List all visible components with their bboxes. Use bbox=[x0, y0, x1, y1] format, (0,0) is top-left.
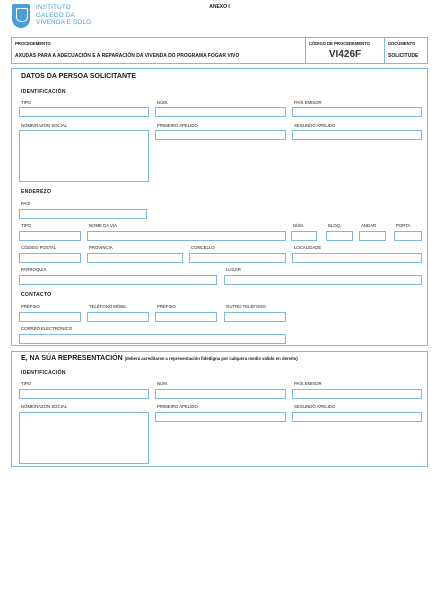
correo-field[interactable] bbox=[19, 334, 286, 344]
porta-label: PORTA bbox=[396, 223, 411, 228]
applicant-identification-heading: IDENTIFICACIÓN bbox=[21, 89, 66, 95]
contact-heading: CONTACTO bbox=[21, 292, 52, 298]
logo-line-2: GALEGO DA bbox=[36, 11, 75, 19]
applicant-section bbox=[11, 68, 428, 346]
procedure-label: PROCEDEMENTO bbox=[15, 41, 51, 46]
outro-telefono-field[interactable] bbox=[224, 312, 286, 322]
tipo-label: TIPO bbox=[21, 100, 32, 105]
prefixo-mobil-field[interactable] bbox=[19, 312, 81, 322]
logo-line-3: VIVENDA E SOLO bbox=[36, 19, 92, 27]
nome-label: NOME/RAZÓN SOCIAL bbox=[21, 123, 68, 128]
correo-label: CORREO ELECTRÓNICO bbox=[21, 326, 73, 331]
procedure-value: AXUDAS PARA A ADECUACIÓN E A REPARACIÓN DA VIVENDA DO PROGRAMA FOGAR VIVO bbox=[15, 53, 240, 59]
segundo-apelido-field[interactable] bbox=[292, 130, 422, 140]
procedure-header bbox=[11, 37, 428, 64]
rep-nome-field[interactable] bbox=[19, 412, 149, 464]
document-cell bbox=[384, 38, 428, 63]
representative-identification-heading: IDENTIFICACIÓN bbox=[21, 370, 66, 376]
rep-segundo-apelido-label: SEGUNDO APELIDO bbox=[294, 404, 336, 409]
codigo-postal-label: CÓDIGO POSTAL bbox=[21, 245, 57, 250]
segundo-apelido-label: SEGUNDO APELIDO bbox=[294, 123, 336, 128]
bloq-label: BLOQ. bbox=[328, 223, 342, 228]
address-tipo-label: TIPO bbox=[21, 223, 32, 228]
porta-field[interactable] bbox=[394, 231, 422, 241]
outro-telefono-label: OUTRO TELÉFONO bbox=[226, 304, 266, 309]
rep-tipo-field[interactable] bbox=[19, 389, 149, 399]
rep-num-field[interactable] bbox=[155, 389, 286, 399]
telefono-mobil-field[interactable] bbox=[87, 312, 149, 322]
lugar-label: LUGAR bbox=[226, 267, 241, 272]
prefixo-outro-field[interactable] bbox=[155, 312, 217, 322]
procedure-code-cell bbox=[305, 38, 384, 63]
parroquia-field[interactable] bbox=[19, 275, 217, 285]
address-heading: ENDEREZO bbox=[21, 189, 52, 195]
concello-field[interactable] bbox=[189, 253, 286, 263]
rep-segundo-apelido-field[interactable] bbox=[292, 412, 422, 422]
pais-emisor-field[interactable] bbox=[292, 107, 422, 117]
nome-field[interactable] bbox=[19, 130, 149, 182]
logo-line-1: INSTITUTO bbox=[36, 4, 71, 11]
nome-via-label: NOME DA VÍA bbox=[89, 223, 117, 228]
rep-primeiro-apelido-label: PRIMEIRO APELIDO bbox=[157, 404, 198, 409]
rep-primeiro-apelido-field[interactable] bbox=[155, 412, 286, 422]
representative-title bbox=[21, 355, 298, 362]
procedure-cell bbox=[12, 38, 305, 63]
lugar-field[interactable] bbox=[224, 275, 422, 285]
pais-field[interactable] bbox=[19, 209, 147, 219]
rep-tipo-label: TIPO bbox=[21, 381, 32, 386]
procedure-code-value: VI426F bbox=[328, 49, 362, 60]
procedure-code-label: CÓDIGO DE PROCEDEMENTO bbox=[309, 41, 370, 46]
bloq-field[interactable] bbox=[326, 231, 353, 241]
primeiro-apelido-field[interactable] bbox=[155, 130, 286, 140]
tipo-field[interactable] bbox=[19, 107, 149, 117]
address-num-label: NÚM. bbox=[293, 223, 304, 228]
representative-note: (deberá acreditarse a representación fidedigna por calquera medio válido en dereito) bbox=[124, 356, 298, 361]
nome-via-field[interactable] bbox=[87, 231, 286, 241]
num-field[interactable] bbox=[155, 107, 286, 117]
prefixo-mobil-label: PREFIXO bbox=[21, 304, 40, 309]
document-value: SOLICITUDE bbox=[388, 53, 419, 59]
concello-label: CONCELLO bbox=[191, 245, 215, 250]
localidade-field[interactable] bbox=[292, 253, 422, 263]
annex-title: ANEXO I bbox=[209, 4, 230, 10]
provincia-label: PROVINCIA bbox=[89, 245, 113, 250]
parroquia-label: PARROQUIA bbox=[21, 267, 47, 272]
rep-pais-emisor-field[interactable] bbox=[292, 389, 422, 399]
andar-field[interactable] bbox=[359, 231, 386, 241]
applicant-title: DATOS DA PERSOA SOLICITANTE bbox=[21, 73, 136, 80]
pais-emisor-label: PAÍS EMISOR bbox=[294, 100, 322, 105]
provincia-field[interactable] bbox=[87, 253, 183, 263]
rep-nome-label: NOME/RAZÓN SOCIAL bbox=[21, 404, 68, 409]
document-label: DOCUMENTO bbox=[388, 41, 416, 46]
prefixo-outro-label: PREFIXO bbox=[157, 304, 176, 309]
representative-title-text: E, NA SÚA REPRESENTACIÓN bbox=[21, 355, 123, 362]
telefono-mobil-label: TELÉFONO MÓBIL bbox=[89, 304, 127, 309]
andar-label: ANDAR bbox=[361, 223, 377, 228]
rep-pais-emisor-label: PAÍS EMISOR bbox=[294, 381, 322, 386]
localidade-label: LOCALIDADE bbox=[294, 245, 322, 250]
pais-label: PAÍS bbox=[21, 201, 31, 206]
rep-num-label: NÚM. bbox=[157, 381, 168, 386]
num-label: NÚM. bbox=[157, 100, 168, 105]
primeiro-apelido-label: PRIMEIRO APELIDO bbox=[157, 123, 198, 128]
representative-section bbox=[11, 351, 428, 467]
address-num-field[interactable] bbox=[291, 231, 317, 241]
codigo-postal-field[interactable] bbox=[19, 253, 81, 263]
address-tipo-field[interactable] bbox=[19, 231, 81, 241]
